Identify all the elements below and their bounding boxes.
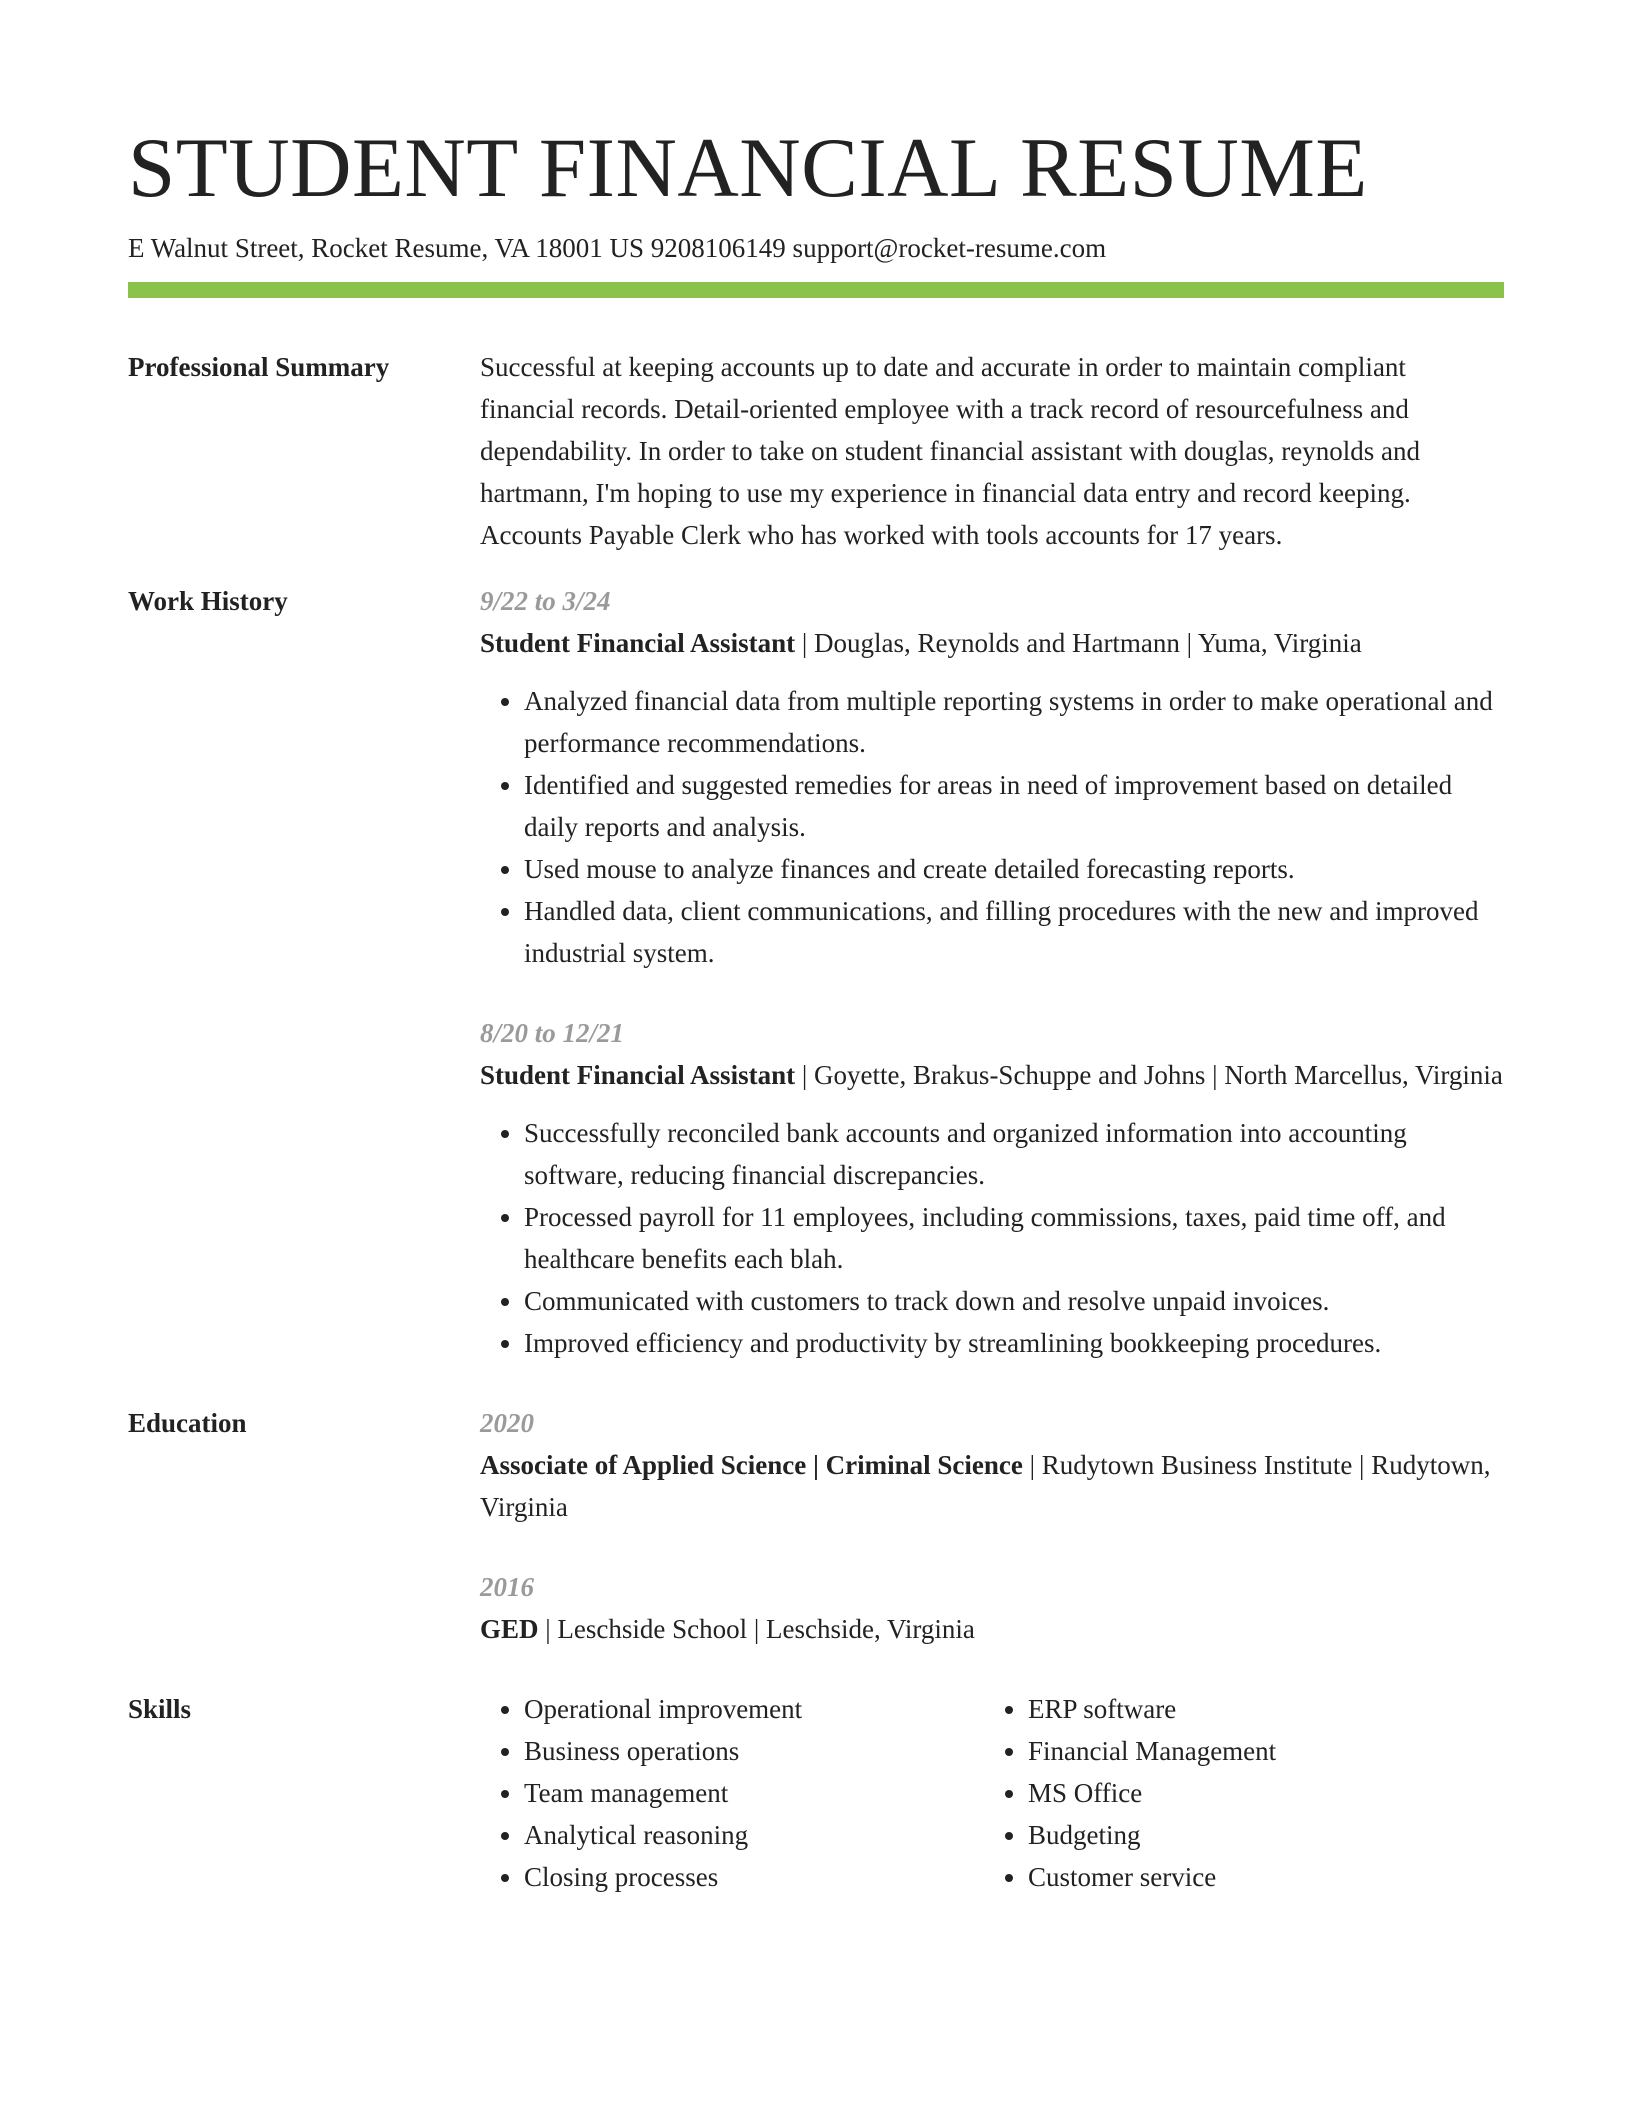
job-dates: 9/22 to 3/24 (480, 586, 611, 616)
job-bullet: • Improved efficiency and productivity by streamlining bookkeeping procedures. (524, 1322, 1504, 1364)
job-entry (480, 1012, 1504, 1364)
job-bullets (480, 1112, 1504, 1364)
job-bullet: • Handled data, client communications, and filling procedures with the new and improved industrial system. (524, 890, 1504, 974)
job-bullet: • Successfully reconciled bank accounts and organized information into accounting software, reducing financial discrepancies. (524, 1112, 1504, 1196)
education-year: 2016 (480, 1572, 534, 1602)
education-line (480, 1608, 1504, 1650)
skills-columns (480, 1688, 1504, 1898)
job-bullets (480, 680, 1504, 974)
education-label: Education (128, 1408, 247, 1438)
job-bullet: • Processed payroll for 11 employees, including commissions, taxes, paid time off, and healthcare benefits each blah. (524, 1196, 1504, 1280)
skill-item: • Analytical reasoning (524, 1814, 984, 1856)
education-section (128, 1402, 1504, 1650)
skills-list-right (984, 1688, 1488, 1898)
work-history-section (128, 580, 1504, 1364)
skill-item: • Team management (524, 1772, 984, 1814)
contact-line: E Walnut Street, Rocket Resume, VA 18001 US 9208106149 support@rocket-resume.com (128, 233, 1107, 263)
skill-item: • Business operations (524, 1730, 984, 1772)
skill-item: • Closing processes (524, 1856, 984, 1898)
skills-label: Skills (128, 1694, 192, 1724)
accent-divider (128, 282, 1504, 298)
job-title: Student Financial Assistant (480, 628, 796, 658)
skill-item: • Financial Management (1028, 1730, 1488, 1772)
job-bullet: • Communicated with customers to track down and resolve unpaid invoices. (524, 1280, 1504, 1322)
skills-section (128, 1688, 1504, 1898)
job-details: | Douglas, Reynolds and Hartmann | Yuma, Virginia (795, 628, 1362, 658)
education-degree: Associate of Applied Science | Criminal Science (480, 1450, 1023, 1480)
job-bullet: • Used mouse to analyze finances and create detailed forecasting reports. (524, 848, 1504, 890)
job-dates: 8/20 to 12/21 (480, 1018, 625, 1048)
education-year: 2020 (480, 1408, 534, 1438)
job-bullet: • Identified and suggested remedies for areas in need of improvement based on detailed daily reports and analysis. (524, 764, 1504, 848)
education-degree: GED (480, 1614, 539, 1644)
job-title: Student Financial Assistant (480, 1060, 796, 1090)
skills-list-left (480, 1688, 984, 1898)
skill-item: • Budgeting (1028, 1814, 1488, 1856)
resume-title: STUDENT FINANCIAL RESUME (128, 121, 1368, 215)
education-details: | Leschside School | Leschside, Virginia (538, 1614, 975, 1644)
job-entry (480, 580, 1504, 974)
skill-item: • ERP software (1028, 1688, 1488, 1730)
job-details: | Goyette, Brakus-Schuppe and Johns | North Marcellus, Virginia (795, 1060, 1503, 1090)
skill-item: • Operational improvement (524, 1688, 984, 1730)
job-role-line (480, 1054, 1504, 1096)
education-line (480, 1444, 1504, 1528)
summary-text: Successful at keeping accounts up to date and accurate in order to maintain compliant financial records. Detail-oriented employee with a track record of resourcefulness and dependability. In order to take on student financial assistant with douglas, reynolds and hartmann, I'm hoping to use my experience in financial data entry and record keeping. Accounts Payable Clerk who has worked with tools accounts for 17 years. (480, 352, 1421, 550)
summary-label: Professional Summary (128, 352, 390, 382)
skill-item: • MS Office (1028, 1772, 1488, 1814)
job-bullet: • Analyzed financial data from multiple reporting systems in order to make operational and performance recommendations. (524, 680, 1504, 764)
education-entry (480, 1402, 1504, 1528)
education-entry (480, 1566, 1504, 1650)
education-details: | Rudytown Business Institute | Rudytown, Virginia (480, 1450, 1491, 1522)
work-history-label: Work History (128, 586, 288, 616)
summary-section (128, 346, 1504, 556)
job-role-line (480, 622, 1504, 664)
skill-item: • Customer service (1028, 1856, 1488, 1898)
